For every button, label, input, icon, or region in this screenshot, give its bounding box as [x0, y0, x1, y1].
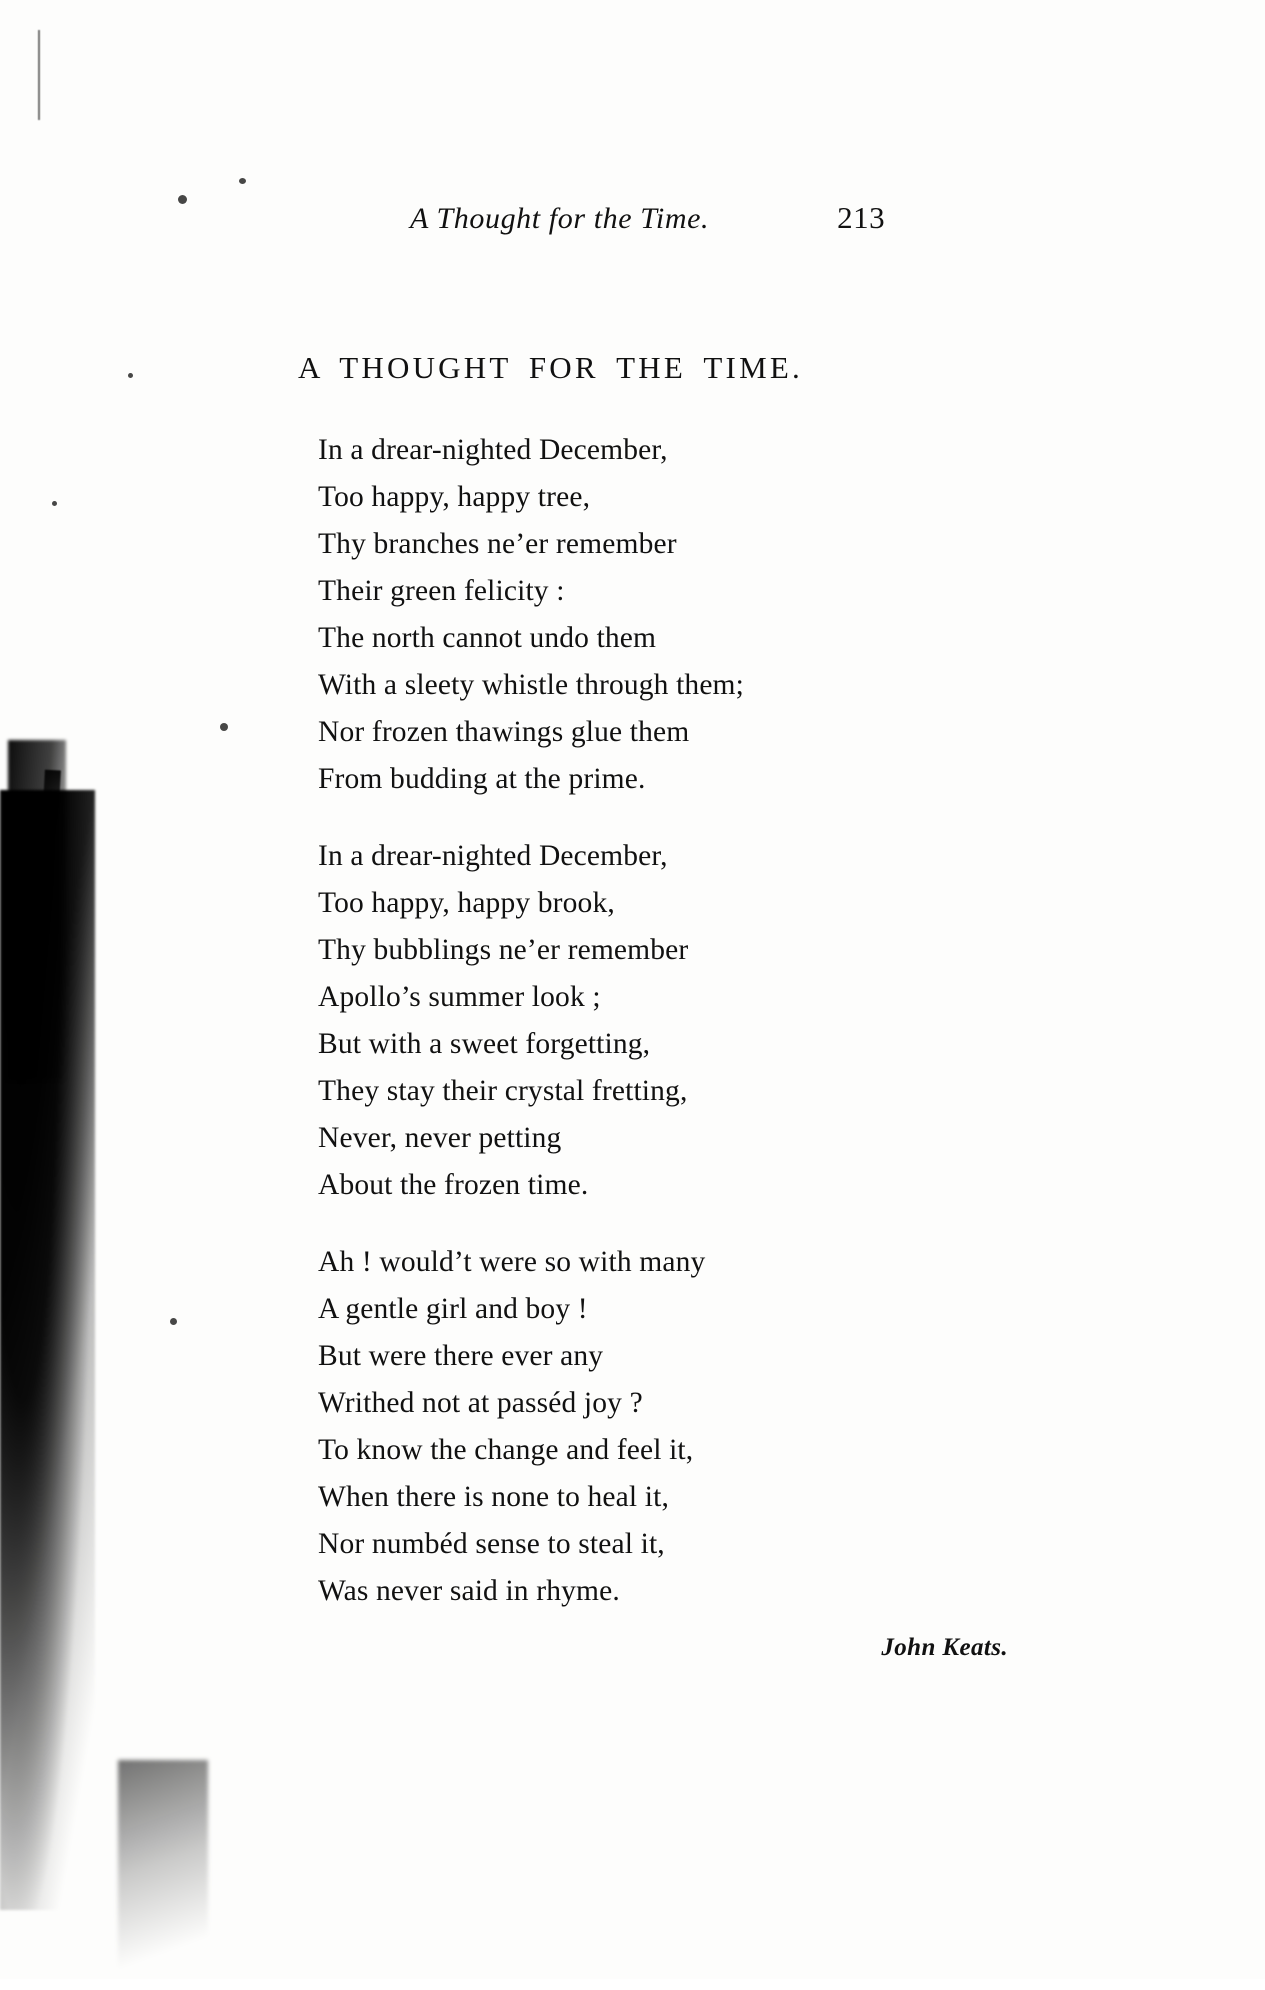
- poem-line: Apollo’s summer look ;: [318, 981, 601, 1013]
- poem-line: About the frozen time.: [318, 1169, 589, 1201]
- poem-line: Ah ! would’t were so with many: [318, 1246, 706, 1278]
- poem-line: Writhed not at passéd joy ?: [318, 1387, 643, 1419]
- poem-line: They stay their crystal fretting,: [318, 1075, 688, 1107]
- stanza-1: [318, 427, 1038, 803]
- poem-line: In a drear-nighted December,: [318, 840, 668, 872]
- running-head-title: A Thought for the Time.: [410, 202, 710, 235]
- poem-line: Was never said in rhyme.: [318, 1575, 620, 1607]
- poem-line: Too happy, happy tree,: [318, 481, 591, 513]
- poem-line: To know the change and feel it,: [318, 1434, 694, 1466]
- stanza-2: [318, 833, 1038, 1209]
- poem-line: Thy branches ne’er remember: [318, 528, 677, 560]
- stanza-3: [318, 1239, 1038, 1615]
- page-number: 213: [837, 200, 886, 235]
- running-head: [0, 200, 1060, 236]
- poem-body: [318, 427, 1038, 1645]
- poem-line: When there is none to heal it,: [318, 1481, 670, 1513]
- poem-line: With a sleety whistle through them;: [318, 669, 744, 701]
- poem-line: In a drear-nighted December,: [318, 434, 668, 466]
- poem-line: But were there ever any: [318, 1340, 604, 1372]
- poem-line: The north cannot undo them: [318, 622, 657, 654]
- poem-line: A gentle girl and boy !: [318, 1293, 588, 1325]
- poem-line: From budding at the prime.: [318, 763, 646, 795]
- poem-line: Nor numbéd sense to steal it,: [318, 1528, 665, 1560]
- poem-line: Never, never petting: [318, 1122, 562, 1154]
- poem-title: A THOUGHT FOR THE TIME.: [298, 350, 803, 385]
- poem-line: Too happy, happy brook,: [318, 887, 615, 919]
- poem-line: Nor frozen thawings glue them: [318, 716, 690, 748]
- author-byline: John Keats.: [881, 1634, 1008, 1661]
- poem-line: But with a sweet forgetting,: [318, 1028, 651, 1060]
- poem-line: Thy bubblings ne’er remember: [318, 934, 689, 966]
- poem-line: Their green felicity :: [318, 575, 565, 607]
